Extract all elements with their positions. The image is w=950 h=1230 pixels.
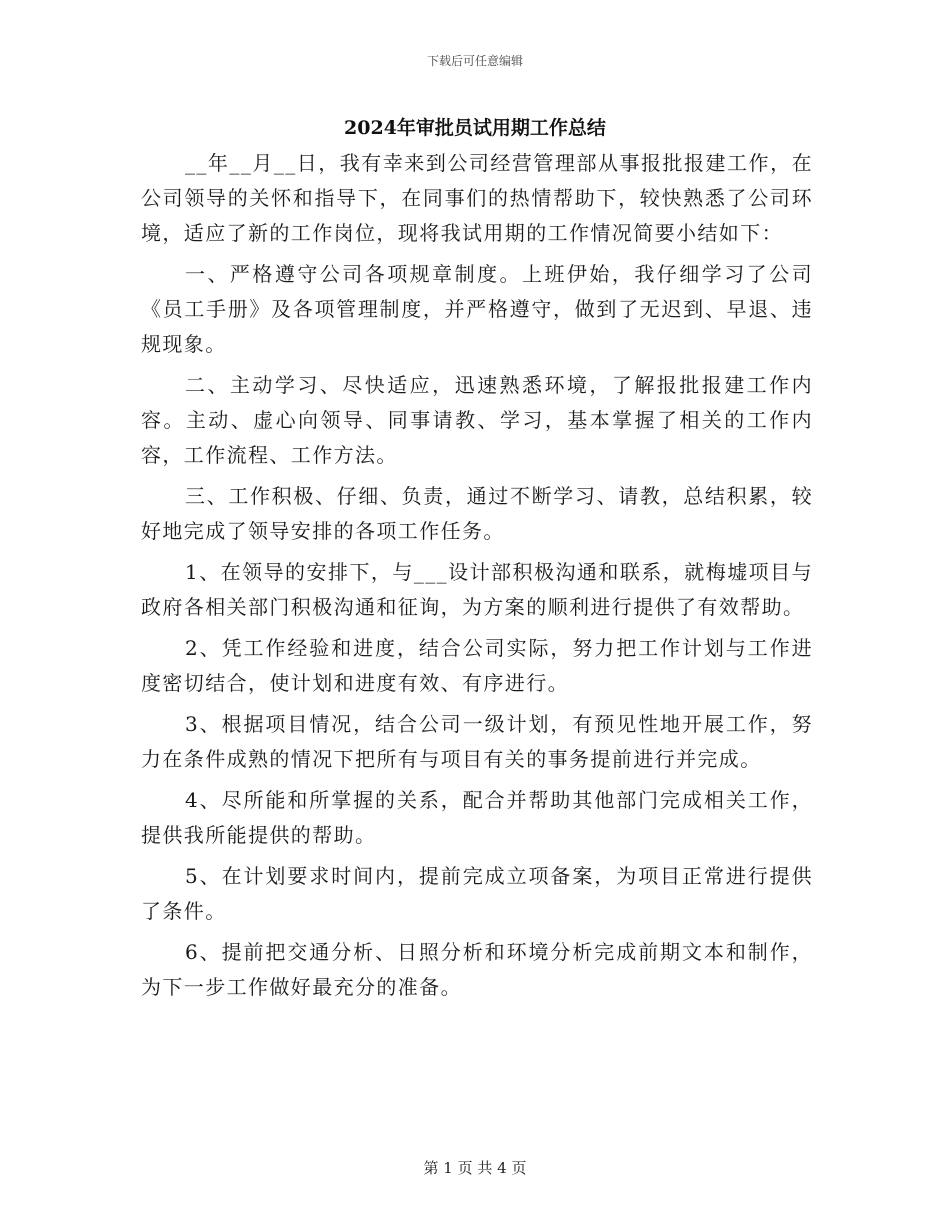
paragraph-intro: __年__月__日，我有幸来到公司经营管理部从事报批报建工作，在公司领导的关怀和指导下，在同事们的热情帮助下，较快熟悉了公司环境，适应了新的工作岗位，现将我试用期的工作情况简要小结如下： (141, 151, 813, 245)
paragraph-item-3: 3、根据项目情况，结合公司一级计划，有预见性地开展工作，努力在条件成熟的情况下把所有与项目有关的事务提前进行并完成。 (141, 712, 813, 771)
paragraph-item-2: 2、凭工作经验和进度，结合公司实际，努力把工作计划与工作进度密切结合，使计划和进度有效、有序进行。 (141, 636, 813, 695)
paragraph-section-1: 一、严格遵守公司各项规章制度。上班伊始，我仔细学习了公司《员工手册》及各项管理制度，并严格遵守，做到了无迟到、早退、违规现象。 (141, 262, 813, 356)
paragraph-item-4: 4、尽所能和所掌握的关系，配合并帮助其他部门完成相关工作，提供我所能提供的帮助。 (141, 788, 813, 847)
paragraph-section-3: 三、工作积极、仔细、负责，通过不断学习、请教，总结积累，较好地完成了领导安排的各项工作任务。 (141, 484, 813, 543)
page-number-footer: 第 1 页 共 4 页 (423, 1159, 527, 1177)
paragraph-item-1: 1、在领导的安排下，与___设计部积极沟通和联系，就梅墟项目与政府各相关部门积极沟通和征询，为方案的顺利进行提供了有效帮助。 (141, 560, 813, 619)
paragraph-item-6: 6、提前把交通分析、日照分析和环境分析完成前期文本和制作，为下一步工作做好最充分的准备。 (141, 940, 813, 999)
paragraph-section-2: 二、主动学习、尽快适应，迅速熟悉环境，了解报批报建工作内容。主动、虚心向领导、同事请教、学习，基本掌握了相关的工作内容，工作流程、工作方法。 (141, 373, 813, 467)
document-title: 2024年审批员试用期工作总结 (344, 117, 606, 139)
paragraph-item-5: 5、在计划要求时间内，提前完成立项备案，为项目正常进行提供了条件。 (141, 864, 813, 923)
page-header-note: 下载后可任意编辑 (426, 54, 523, 68)
document-body (141, 146, 813, 1011)
